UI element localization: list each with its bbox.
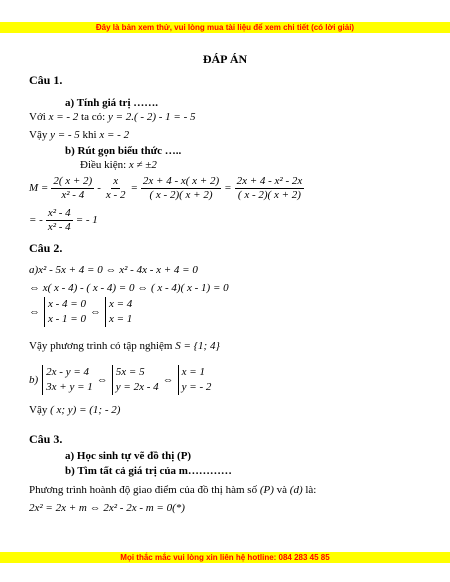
fraction bbox=[235, 175, 305, 202]
fraction bbox=[51, 175, 94, 202]
cau3-a-heading: a) Học sinh tự vẽ đồ thị (P) bbox=[65, 450, 192, 462]
cau3-line2: 2x² = 2x + m ⇔ 2x² - 2x - m = 0(*) bbox=[29, 502, 185, 514]
cau2-b-systems bbox=[29, 364, 211, 396]
math: y = - 5 bbox=[50, 129, 80, 141]
math: M = bbox=[29, 182, 49, 194]
system bbox=[178, 365, 212, 395]
math: (P) bbox=[259, 484, 274, 496]
denominator: x² - 4 bbox=[47, 220, 71, 233]
fraction bbox=[104, 175, 128, 202]
cau1-m-expression bbox=[29, 172, 304, 204]
denominator: ( x - 2)( x + 2) bbox=[237, 188, 301, 201]
numerator: x bbox=[113, 174, 119, 187]
numerator: x² - 4 bbox=[47, 206, 71, 219]
cau3-line1 bbox=[29, 484, 316, 496]
cau1-b-condition bbox=[80, 159, 157, 171]
cau1-b-heading: b) Rút gọn biểu thức ….. bbox=[65, 145, 182, 157]
math: - bbox=[97, 182, 101, 194]
math: S = {1; 4} bbox=[175, 340, 220, 352]
fraction bbox=[141, 175, 221, 202]
denominator: ( x - 2)( x + 2) bbox=[149, 188, 213, 201]
row: 2x - y = 4 bbox=[46, 366, 90, 378]
cau2-heading: Câu 2. bbox=[29, 241, 63, 255]
cau1-a-heading bbox=[65, 97, 158, 109]
math: b) bbox=[29, 374, 39, 386]
cau2-b-conclusion bbox=[29, 404, 120, 416]
cau1-a-heading-text: a) Tính giá trị ……. bbox=[65, 97, 159, 109]
math: = bbox=[224, 182, 232, 194]
cau2-a-line2: ⇔ x( x - 4) - ( x - 4) = 0 ⇔ ( x - 4)( x - 1) = 0 bbox=[29, 282, 229, 294]
cau3-b-heading: b) Tìm tất cả giá trị của m………… bbox=[65, 465, 232, 477]
fraction bbox=[46, 207, 73, 234]
text: Điều kiện: bbox=[80, 159, 129, 171]
cau1-a-line2 bbox=[29, 129, 129, 141]
numerator: 2x + 4 - x( x + 2) bbox=[142, 174, 220, 187]
text: khi bbox=[82, 129, 100, 141]
row: x = 1 bbox=[181, 366, 205, 378]
preview-banner: Đây là bản xem thử, vui lòng mua tài liệu để xem chi tiết (có lời giải) bbox=[0, 22, 450, 33]
text: Vậy bbox=[29, 404, 51, 416]
row: 5x = 5 bbox=[115, 366, 145, 378]
math: ⇔ bbox=[162, 374, 174, 386]
system bbox=[42, 365, 93, 395]
system bbox=[105, 297, 132, 327]
row: x = 1 bbox=[108, 313, 133, 325]
numerator: 2x + 4 - x² - 2x bbox=[236, 174, 303, 187]
row: 3x + y = 1 bbox=[46, 381, 93, 393]
cau3-heading: Câu 3. bbox=[29, 432, 63, 446]
math: y = 2.( - 2) - 1 = - 5 bbox=[107, 111, 196, 123]
math: x = - 2 bbox=[99, 129, 130, 141]
math: x = - 2 bbox=[48, 111, 79, 123]
math: (d) bbox=[289, 484, 303, 496]
system bbox=[44, 297, 86, 327]
text: Vậy bbox=[29, 129, 51, 141]
row: x - 4 = 0 bbox=[48, 298, 86, 310]
cau1-m-result bbox=[29, 204, 98, 236]
math: x ≠ ±2 bbox=[128, 159, 157, 171]
text: là: bbox=[302, 484, 317, 496]
math: = - 1 bbox=[75, 214, 98, 226]
math: ( x; y) = (1; - 2) bbox=[50, 404, 121, 416]
row: y = 2x - 4 bbox=[115, 381, 159, 393]
math: ⇔ bbox=[96, 374, 108, 386]
math: ⇔ bbox=[29, 306, 40, 318]
math: = - bbox=[29, 214, 43, 226]
row: x - 1 = 0 bbox=[48, 313, 86, 325]
text: Vậy phương trình có tập nghiệm bbox=[29, 340, 176, 352]
math: = bbox=[130, 182, 138, 194]
text: Phương trình hoành độ giao điểm của đồ thị hàm số bbox=[29, 484, 260, 496]
text: Với bbox=[29, 111, 49, 123]
page-title: ĐÁP ÁN bbox=[202, 52, 248, 66]
row: y = - 2 bbox=[181, 381, 212, 393]
cau2-a-line1: a)x² - 5x + 4 = 0 ⇔ x² - 4x - x + 4 = 0 bbox=[29, 264, 198, 276]
row: x = 4 bbox=[108, 298, 133, 310]
text: và bbox=[273, 484, 290, 496]
system bbox=[112, 365, 159, 395]
math: ⇔ bbox=[89, 306, 101, 318]
cau1-a-line1 bbox=[29, 111, 195, 123]
cau2-a-line3 bbox=[29, 296, 132, 328]
text: ta có: bbox=[81, 111, 108, 123]
cau1-heading: Câu 1. bbox=[29, 73, 63, 87]
denominator: x² - 4 bbox=[61, 188, 85, 201]
cau2-a-conclusion bbox=[29, 340, 220, 352]
hotline-banner: Mọi thắc mắc vui lòng xin liên hệ hotline: 084 283 45 85 bbox=[0, 552, 450, 563]
denominator: x - 2 bbox=[105, 188, 126, 201]
numerator: 2( x + 2) bbox=[53, 174, 93, 187]
